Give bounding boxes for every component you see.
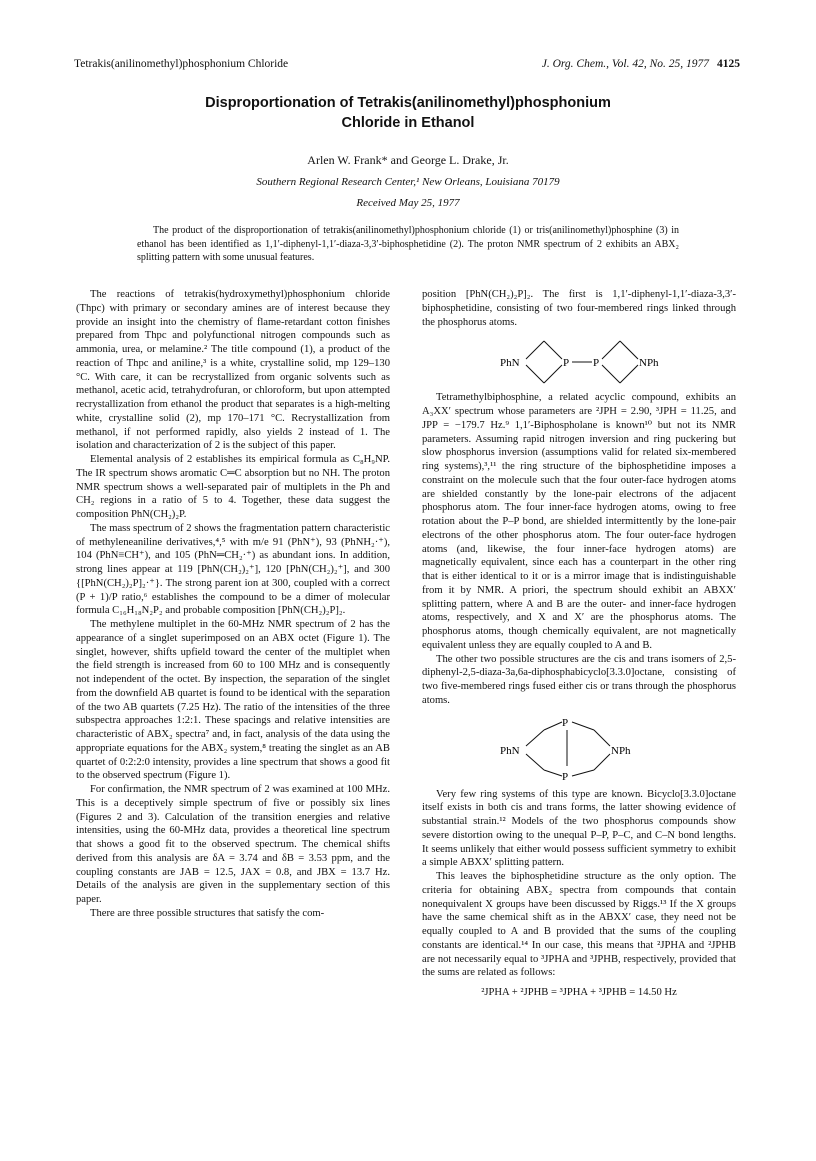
title-line-2: Chloride in Ethanol	[341, 115, 475, 131]
title-line-1: Disproportionation of Tetrakis(anilinomethyl)phosphonium	[205, 95, 611, 111]
received-date: Received May 25, 1977	[356, 197, 460, 209]
struct-label: P	[593, 357, 600, 370]
left-column	[76, 288, 390, 921]
abstract: The product of the disproportionation of tetrakis(anilinomethyl)phosphonium chloride (1) or tris(anilinomethyl)phosphine (3) in ethanol has been identified as 1,1′-diphenyl-1,1′-diaza-3,3′-biphosphetidine (2). The proton NMR spectrum of 2 exhibits an ABX₂ splitting pattern with some unusual features.	[137, 225, 679, 263]
struct-label: P	[563, 357, 570, 370]
equation: ²JPHA + ²JPHB = ³JPHA + ³JPHB = 14.50 Hz	[481, 987, 677, 998]
paragraph: Very few ring systems of this type are known. Bicyclo[3.3.0]octane itself exists in both cis and trans forms, the latter showing evidence of substantial strain.¹² Models of the two phosphorus compounds show severe distortion owing to the unequal P–P, P–C, and C–N bond lengths. It seems unlikely that either would possess sufficient symmetry to exhibit a simple ABXX′ splitting pattern.	[422, 788, 736, 869]
paragraph: The mass spectrum of 2 shows the fragmentation pattern characteristic of methyleneaniline derivatives,⁴,⁵ with m/e 91 (PhN⁺), 93 (PhNH₂·⁺), 104 (PhN≡CH⁺), and 105 (PhN═CH₂·⁺) as abundant ions. In addition, strong lines appear at 119 [PhN(CH₂)₂⁺], 120 [PhN(CH₂)₂⁺], and 300 {[PhN(CH₂)₂P]₂·⁺}. The strong parent ion at 300, coupled with a correct (P + 1)/P ratio,⁶ establishes the compound to be a dimer of molecular formula C₁₆H₁₈N₂P₂ and probable composition [PhN(CH₂)₂P]₂.	[76, 522, 390, 617]
page-number: 4125	[717, 58, 740, 70]
struct-label: PhN	[500, 744, 520, 757]
structure-diagram	[500, 712, 670, 786]
paragraph: The other two possible structures are the cis and trans isomers of 2,5-diphenyl-2,5-diaza-3a,6a-diphosphabicyclo[3.3.0]octane, consisting of two five-membered rings fused either cis or trans through the phosphorus atoms.	[422, 653, 736, 706]
authors: Arlen W. Frank* and George L. Drake, Jr.	[307, 153, 509, 167]
struct-label: P	[562, 716, 569, 729]
bicyclooctane-structure	[422, 708, 736, 788]
paragraph: The reactions of tetrakis(hydroxymethyl)phosphonium chloride (Thpc) with primary or secondary amines are of interest because they provide an insight into the chemistry of flame-retardant cotton finishes prepared from Thpc and polyfunctional nitrogen compounds such as ammonia, urea, or melamine.² The title compound (1), a product of the reaction of Thpc and aniline,³ is a white, crystalline solid, mp 129–130 °C. With care, it can be recrystallized from organic solvents such as methanol, acetic acid, tetrahydrofuran, or chloroform, but upon attempted recrystallization from ethanol the product that separates is a high-melting white, crystalline solid (2), mp 170–171 °C. Recrystallization from methanol, if not performed rapidly, also yields 2 instead of 1. The isolation and characterization of 2 is the subject of this paper.	[76, 289, 390, 452]
right-column	[422, 288, 736, 1000]
struct-label: PhN	[500, 357, 520, 370]
struct-label: P	[562, 770, 569, 783]
journal-citation: J. Org. Chem., Vol. 42, No. 25, 1977	[541, 58, 709, 70]
struct-label: NPh	[611, 744, 631, 757]
paragraph: Tetramethylbiphosphine, a related acyclic compound, exhibits an A₃XX′ spectrum whose parameters are ²JPH = 2.90, ³JPH = 11.25, and JPP = −179.7 Hz.⁹ 1,1′-Biphospholane is known¹⁰ but not its NMR parameters. Assuming rapid nitrogen inversion and ring puckering but slow phosphorus inversion (assumptions valid for related six-membered ring systems),³,¹¹ the ring structure of the biphosphetidine imposes a constraint on the molecule such that the four outer-face hydrogen atoms are shielded constantly by the lone-pair electrons of the adjacent phosphorus atom. The four inner-face hydrogen atoms, owing to free rotation about the P–P bond, are shielded intermittently by the lone-pair electrons of the other phosphorus atom. The four outer-face hydrogen atoms (and, likewise, the four inner-face hydrogen atoms) are magnetically equivalent, since each has a counterpart in the other ring that is either identical to it or is a mirror image that is indistinguishable from it by NMR. A priori, the spectrum should exhibit an ABXX′ splitting pattern, where A and B are the outer- and inner-face hydrogen atoms, respectively, and X and X′ are the phosphorus atoms. The phosphorus atoms, though chemically equivalent, are not magnetically equivalent unless they are equally coupled to A and B.	[422, 392, 736, 651]
structure-diagram	[500, 333, 670, 389]
paragraph: The methylene multiplet in the 60-MHz NMR spectrum of 2 has the appearance of a singlet superimposed on an ABX octet (Figure 1). The singlet, however, shifts upfield toward the center of the multiplet when the field strength is increased from 60 to 100 MHz and is consequently not independent of the octet. By inspection, the separation of the singlet from the downfield AB quartet is found to be identical with the separation of the two AB quartets (7.25 Hz). The ratio of the intensities of the three subspectra approaches 1:2:1. These spacings and relative intensities are characteristic of ABX₂ spectra⁷ and, in fact, analysis of the data using the appropriate equations for the ABX₂ system,⁸ treating the singlet as an AB quartet of 0:2:2:0 intensity, provides a line spectrum that shows a good fit to the observed spectrum (Figure 1).	[76, 619, 390, 782]
paragraph: position [PhN(CH₂)₂P]₂. The first is 1,1′-diphenyl-1,1′-diaza-3,3′-biphosphetidine, consisting of two four-membered rings linked through the phosphorus atoms.	[422, 289, 736, 328]
paragraph: For confirmation, the NMR spectrum of 2 was examined at 100 MHz. This is a deceptively simple spectrum of five or possibly six lines (Figures 2 and 3). Calculation of the transition energies and relative intensities, using the 60-MHz data, provides a theoretical line spectrum that shows a good fit to the observed spectrum. The chemical shifts derived from this analysis are δA = 3.74 and δB = 3.53 ppm, and the coupling constants are JAB = 12.5, JAX = 0.8, and JBX = 13.7 Hz. Details of the analysis are given in the supplementary section of this paper.	[76, 784, 390, 905]
struct-label: NPh	[639, 357, 659, 370]
paragraph: Elemental analysis of 2 establishes its empirical formula as C₈H₉NP. The IR spectrum shows aromatic C═C absorption but no NH. The proton NMR spectrum shows a well-separated pair of multiplets in the Ph and CH₂ regions in a ratio of 5 to 4. Together, these data suggest the composition PhN(CH₂)₂P.	[76, 454, 390, 520]
running-header-left: Tetrakis(anilinomethyl)phosphonium Chloride	[74, 58, 289, 70]
running-header-right	[542, 58, 740, 70]
article-title	[0, 93, 816, 133]
paragraph: There are three possible structures that satisfy the com-	[90, 907, 325, 919]
biphosphetidine-structure	[422, 329, 736, 391]
paragraph: This leaves the biphosphetidine structure as the only option. The criteria for obtaining ABX₂ spectra from compounds that contain nonequivalent X groups have been discussed by Riggs.¹³ If the X groups have the same chemical shift as in the ABXX′ case, they need not be equally coupled to A and B provided that the sums of the coupling constants are identical.¹⁴ In our case, this means that ²JPHA and ²JPHB are not necessarily equal to ³JPHA and ³JPHB, respectively, provided that the sums are related as follows:	[422, 871, 736, 979]
affiliation: Southern Regional Research Center,¹ New Orleans, Louisiana 70179	[256, 176, 560, 188]
